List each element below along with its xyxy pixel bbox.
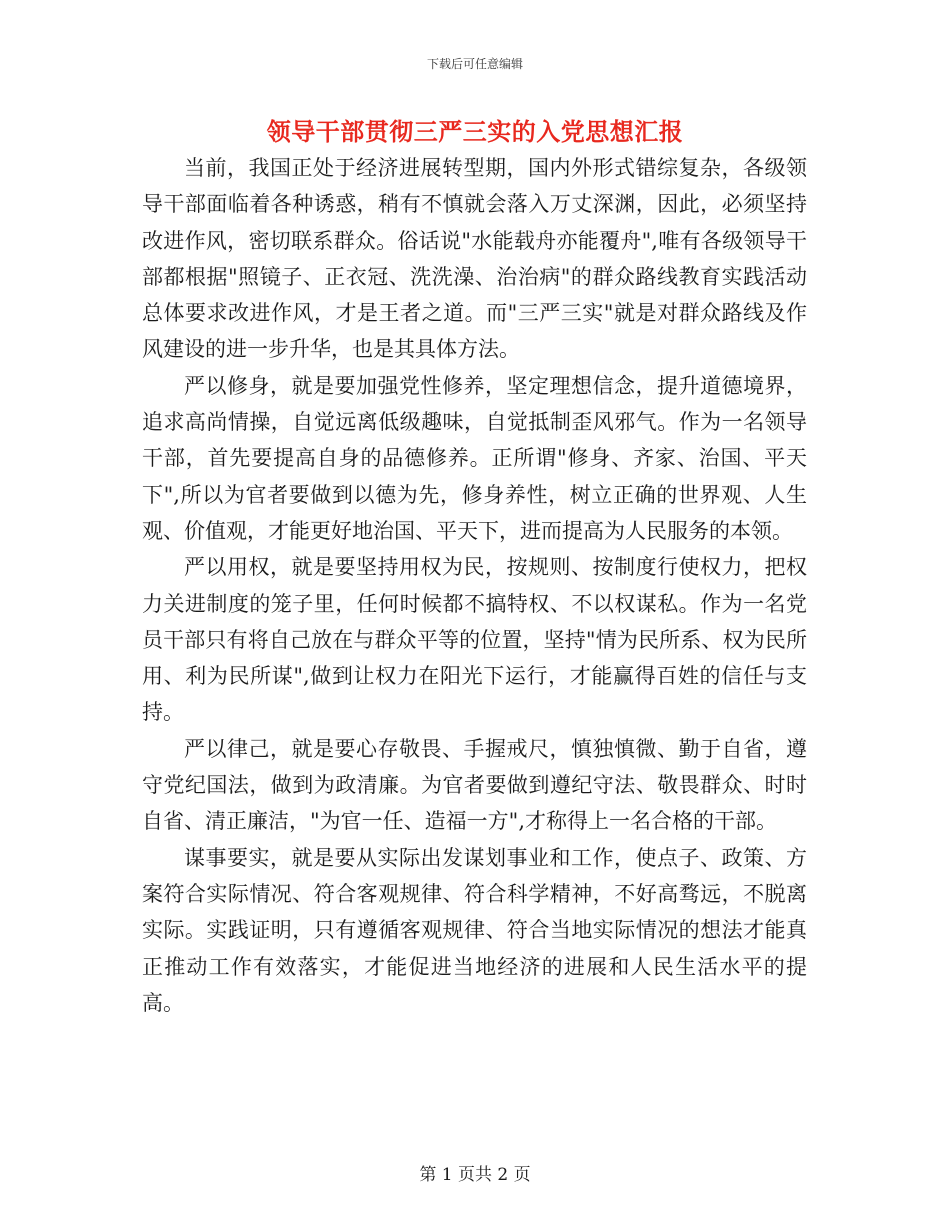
page-number: 第 1 页共 2 页	[419, 1165, 531, 1185]
paragraph-self-discipline: 严以律己，就是要心存敬畏、手握戒尺，慎独慎微、勤于自省，遵守党纪国法，做到为政清廉。为官者要做到遵纪守法、敬畏群众、时时自省、清正廉洁，"为官一任、造福一方",才称得上一名合格的干部。	[142, 736, 807, 834]
paragraph-practical-planning: 谋事要实，就是要从实际出发谋划事业和工作，使点子、政策、方案符合实际情况、符合客观规律、符合科学精神，不好高骛远，不脱离实际。实践证明，只有遵循客观规律、符合当地实际情况的想法才能真正推动工作有效落实，才能促进当地经济的进展和人民生活水平的提高。	[142, 845, 807, 1015]
document-body	[142, 150, 807, 1021]
document-title: 领导干部贯彻三严三实的入党思想汇报	[266, 117, 684, 146]
paragraph-use-of-power: 严以用权，就是要坚持用权为民，按规则、按制度行使权力，把权力关进制度的笼子里，任何时候都不搞特权、不以权谋私。作为一名党员干部只有将自己放在与群众平等的位置，坚持"情为民所系、权为民所用、利为民所谋",做到让权力在阳光下运行，才能赢得百姓的信任与支持。	[142, 555, 807, 725]
paragraph-intro: 当前，我国正处于经济进展转型期，国内外形式错综复杂，各级领导干部面临着各种诱惑，稍有不慎就会落入万丈深渊，因此，必须坚持改进作风，密切联系群众。俗话说"水能载舟亦能覆舟",唯有各级领导干部都根据"照镜子、正衣冠、洗洗澡、治治病"的群众路线教育实践活动总体要求改进作风，才是王者之道。而"三严三实"就是对群众路线及作风建设的进一步升华，也是其具体方法。	[142, 156, 807, 362]
paragraph-self-cultivation: 严以修身，就是要加强党性修养，坚定理想信念，提升道德境界，追求高尚情操，自觉远离低级趣味，自觉抵制歪风邪气。作为一名领导干部，首先要提高自身的品德修养。正所谓"修身、齐家、治国、平天下",所以为官者要做到以德为先，修身养性，树立正确的世界观、人生观、价值观，才能更好地治国、平天下，进而提高为人民服务的本领。	[142, 373, 807, 543]
header-note: 下载后可任意编辑	[426, 57, 523, 71]
